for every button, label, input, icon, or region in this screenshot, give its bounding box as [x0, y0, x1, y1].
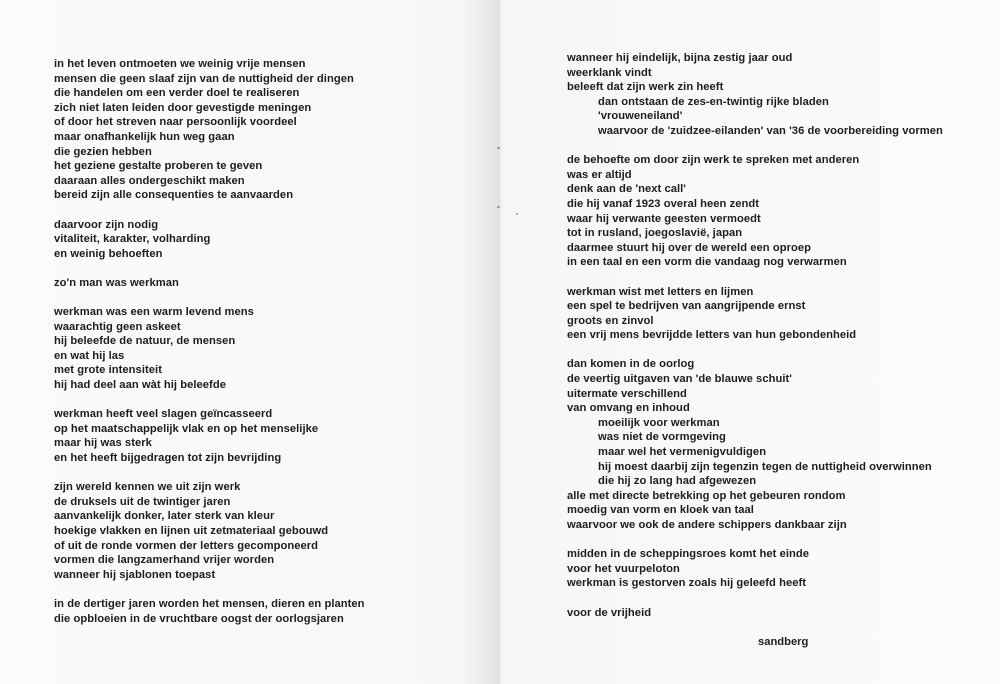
text-line: in een taal en een vorm die vandaag nog verwarmen: [567, 256, 847, 269]
text-line: die gezien hebben: [54, 145, 152, 158]
text-line: hoekige vlakken en lijnen uit zetmateriaal gebouwd: [54, 525, 329, 537]
text-line: weerklank vindt: [567, 66, 652, 79]
text-line: wanneer hij sjablonen toepast: [54, 568, 216, 581]
text-line: een spel te bedrijven van aangrijpende ernst: [567, 300, 806, 313]
text-line: wanneer hij eindelijk, bijna zestig jaar oud: [567, 52, 793, 64]
text-line: waar hij verwante geesten vermoedt: [567, 212, 761, 225]
text-line: maar hij was sterk: [54, 437, 152, 450]
text-line: werkman was een warm levend mens: [54, 306, 254, 319]
left-page-text: [54, 57, 365, 626]
stanza-break: [54, 466, 365, 481]
text-line: in het leven ontmoeten we weinig vrije mensen: [54, 58, 306, 70]
stanza-break: [54, 393, 365, 408]
text-line: het geziene gestalte proberen te geven: [54, 160, 263, 173]
text-line: en het heeft bijgedragen tot zijn bevrijding: [54, 452, 282, 465]
text-line: was er altijd: [567, 168, 632, 181]
text-line: was niet de vormgeving: [598, 431, 726, 444]
stanza-break: [567, 343, 943, 358]
text-line: waarvoor we ook de andere schippers dankbaar zijn: [567, 519, 847, 531]
text-line: beleeft dat zijn werk zin heeft: [567, 81, 724, 94]
text-line: maar wel het vermenigvuldigen: [598, 446, 767, 459]
text-line: waarachtig geen askeet: [54, 320, 181, 333]
text-line: werkman wist met letters en lijmen: [567, 285, 754, 298]
text-line: die handelen om een verder doel te realiseren: [54, 87, 300, 100]
text-line: alle met directe betrekking op het gebeuren rondom: [567, 489, 846, 502]
right-page: [500, 0, 1000, 684]
right-page-text: [567, 51, 943, 620]
text-line: de druksels uit de twintiger jaren: [54, 495, 231, 508]
text-line: zo'n man was werkman: [54, 276, 179, 289]
text-line: bereid zijn alle consequenties te aanvaarden: [54, 189, 294, 202]
text-line: voor de vrijheid: [567, 606, 652, 619]
text-line: die hij vanaf 1923 overal heen zendt: [567, 197, 760, 210]
stanza-break: [54, 203, 365, 218]
stanza-break: [567, 591, 943, 606]
text-line: en weinig behoeften: [54, 247, 163, 260]
text-line: werkman heeft veel slagen geïncasseerd: [54, 408, 273, 421]
text-line: groots en zinvol: [567, 314, 654, 327]
text-line: aanvankelijk donker, later sterk van kleur: [54, 510, 275, 523]
text-line: maar onafhankelijk hun weg gaan: [54, 130, 235, 143]
text-line: een vrij mens bevrijdde letters van hun gebondenheid: [567, 329, 857, 342]
text-line: 'vrouweneiland': [598, 110, 683, 123]
text-line: vormen die langzamerhand vrijer worden: [54, 554, 275, 567]
text-line: hij had deel aan wàt hij beleefde: [54, 379, 226, 392]
text-line: moeilijk voor werkman: [598, 416, 720, 429]
stanza-break: [54, 582, 365, 597]
text-line: de behoefte om door zijn werk te spreken met anderen: [567, 154, 860, 167]
text-line: die hij zo lang had afgewezen: [598, 475, 757, 488]
text-line: zijn wereld kennen we uit zijn werk: [54, 481, 241, 494]
author-signature: sandberg: [758, 636, 809, 648]
text-line: tot in rusland, joegoslavië, japan: [567, 227, 743, 240]
text-line: de veertig uitgaven van 'de blauwe schuit': [567, 373, 793, 386]
text-line: midden in de scheppingsroes komt het einde: [567, 548, 810, 561]
text-line: daaraan alles ondergeschikt maken: [54, 174, 245, 187]
text-line: waarvoor de 'zuidzee-eilanden' van '36 de voorbereiding vormen: [598, 124, 943, 137]
text-line: denk aan de 'next call': [567, 183, 687, 196]
stanza-break: [567, 270, 943, 285]
text-line: hij beleefde de natuur, de mensen: [54, 335, 236, 348]
text-line: werkman is gestorven zoals hij geleefd heeft: [567, 577, 807, 590]
left-page: [0, 0, 498, 684]
text-line: dan ontstaan de zes-en-twintig rijke bladen: [598, 95, 829, 108]
stanza-break: [54, 261, 365, 276]
text-line: moedig van vorm en kloek van taal: [567, 504, 754, 517]
text-line: zich niet laten leiden door gevestigde meningen: [54, 101, 312, 114]
text-line: uitermate verschillend: [567, 387, 687, 400]
text-line: die opbloeien in de vruchtbare oogst der oorlogsjaren: [54, 612, 344, 625]
text-line: in de dertiger jaren worden het mensen, dieren en planten: [54, 597, 365, 610]
text-line: voor het vuurpeloton: [567, 562, 680, 575]
text-line: met grote intensiteit: [54, 364, 162, 377]
stanza-break: [567, 533, 943, 548]
stanza-break: [54, 291, 365, 306]
text-line: daarmee stuurt hij over de wereld een oproep: [567, 241, 812, 254]
text-line: en wat hij las: [54, 349, 125, 362]
text-line: van omvang en inhoud: [567, 402, 690, 415]
text-line: of uit de ronde vormen der letters gecomponeerd: [54, 539, 319, 552]
stanza-break: [567, 139, 943, 154]
text-line: mensen die geen slaaf zijn van de nuttigheid der dingen: [54, 72, 354, 85]
text-line: of door het streven naar persoonlijk voordeel: [54, 116, 297, 129]
text-line: hij moest daarbij zijn tegenzin tegen de nuttigheid overwinnen: [598, 460, 932, 473]
text-line: dan komen in de oorlog: [567, 358, 695, 371]
text-line: op het maatschappelijk vlak en op het menselijke: [54, 422, 319, 435]
text-line: daarvoor zijn nodig: [54, 218, 159, 231]
text-line: vitaliteit, karakter, volharding: [54, 233, 211, 246]
